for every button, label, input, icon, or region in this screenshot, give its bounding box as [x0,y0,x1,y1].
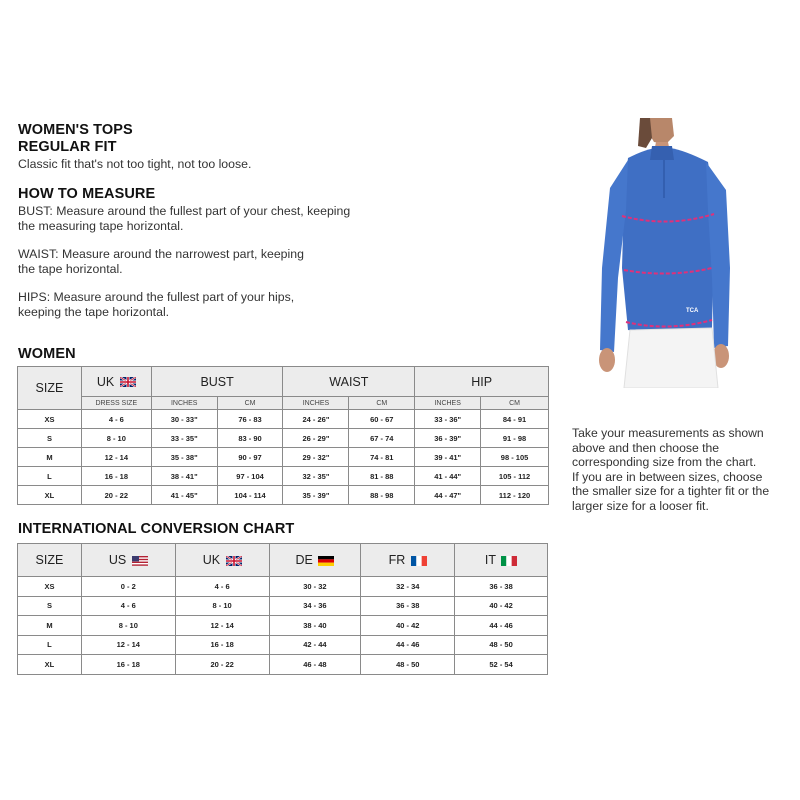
conversion-header-row [18,544,548,577]
conversion-table-title: INTERNATIONAL CONVERSION CHART [18,521,295,537]
table-cell: 8 - 10 [81,616,175,636]
table-row [18,486,549,505]
table-row [18,410,549,429]
note-line: above and then choose the [572,440,720,455]
women-table-title: WOMEN [18,346,76,362]
note-line: corresponding size from the chart. [572,455,757,469]
table-cell: 4 - 6 [175,577,269,597]
shirt-body [622,148,714,334]
table-cell: 35 - 39" [283,486,349,505]
table-cell: 26 - 29" [283,429,349,448]
table-cell: 74 - 81 [349,448,415,467]
subheader-hip-inches: INCHES [415,397,481,410]
conv-us-header [81,544,175,577]
size-cell: XL [18,655,82,675]
table-cell: 4 - 6 [81,410,151,429]
table-cell: 12 - 14 [175,616,269,636]
table-cell: 97 - 104 [217,467,283,486]
uk-header-label: UK [96,374,115,389]
shirt-logo: TCA [686,308,699,314]
size-cell: M [18,448,82,467]
table-row [18,635,548,655]
table-cell: 44 - 47" [415,486,481,505]
table-cell: 48 - 50 [361,655,455,675]
size-cell: S [18,596,82,616]
table-cell: 112 - 120 [481,486,549,505]
subheader-bust-cm: CM [217,397,283,410]
conv-uk-header [175,544,269,577]
table-cell: 44 - 46 [455,616,548,636]
uk-flag-icon [226,556,242,566]
table-row [18,596,548,616]
table-cell: 4 - 6 [81,596,175,616]
table-cell: 16 - 18 [175,635,269,655]
fit-subtitle: REGULAR FIT [18,139,117,155]
table-cell: 52 - 54 [455,655,548,675]
women-table-header-row [18,367,549,397]
table-cell: 32 - 34 [361,577,455,597]
table-cell: 35 - 38" [151,448,217,467]
table-cell: 33 - 36" [415,410,481,429]
table-cell: 90 - 97 [217,448,283,467]
table-cell: 44 - 46 [361,635,455,655]
note-line: If you are in between sizes, choose [572,469,763,484]
table-cell: 98 - 105 [481,448,549,467]
note-line: the smaller size for a tighter fit or the [572,484,770,498]
table-cell: 105 - 112 [481,467,549,486]
table-row [18,616,548,636]
italy-flag-icon [501,556,517,566]
table-cell: 36 - 38 [361,596,455,616]
conv-de-header [269,544,361,577]
women-size-table [17,366,549,505]
table-cell: 81 - 88 [349,467,415,486]
table-cell: 29 - 32" [283,448,349,467]
uk-flag-icon [120,377,136,387]
table-cell: 40 - 42 [361,616,455,636]
us-header-label: US [108,553,127,567]
women-table-subheader-row [18,397,549,410]
table-cell: 34 - 36 [269,596,361,616]
conv-fr-header [361,544,455,577]
subheader-hip-cm: CM [481,397,549,410]
waist-line-1: WAIST: Measure around the narrowest part, keeping [18,247,304,261]
fit-description: Classic fit that's not too tight, not too loose. [18,157,252,171]
waist-instruction [18,247,304,277]
subheader-waist-cm: CM [349,397,415,410]
shirt-collar [650,146,674,160]
how-to-measure-title: HOW TO MEASURE [18,186,156,202]
table-cell: 16 - 18 [81,467,151,486]
uk-header-label: UK [202,553,221,567]
table-row [18,577,548,597]
france-flag-icon [411,556,427,566]
it-header-label: IT [484,553,496,567]
subheader-waist-inches: INCHES [283,397,349,410]
hip-header: HIP [415,367,549,397]
table-row [18,448,549,467]
page-title: WOMEN'S TOPS [18,122,133,138]
bust-instruction [18,204,350,234]
table-row [18,467,549,486]
table-row [18,655,548,675]
table-cell: 36 - 38 [455,577,548,597]
size-cell: XS [18,410,82,429]
hips-instruction [18,290,294,320]
left-hand [599,348,615,372]
white-pants [624,328,718,388]
table-cell: 84 - 91 [481,410,549,429]
waist-line-2: the tape horizontal. [18,262,123,276]
table-cell: 0 - 2 [81,577,175,597]
table-cell: 76 - 83 [217,410,283,429]
table-cell: 39 - 41" [415,448,481,467]
table-cell: 38 - 41" [151,467,217,486]
us-flag-icon [132,556,148,566]
uk-header [81,367,151,397]
bust-line-2: the measuring tape horizontal. [18,219,184,233]
hips-line-1: HIPS: Measure around the fullest part of your hips, [18,290,295,304]
size-cell: S [18,429,82,448]
table-cell: 24 - 26" [283,410,349,429]
table-cell: 16 - 18 [81,655,175,675]
table-cell: 91 - 98 [481,429,549,448]
size-cell: XL [18,486,82,505]
table-cell: 67 - 74 [349,429,415,448]
table-cell: 30 - 33" [151,410,217,429]
size-header: SIZE [18,367,82,410]
hips-line-2: keeping the tape horizontal. [18,305,170,319]
germany-flag-icon [318,556,334,566]
subheader-bust-inches: INCHES [151,397,217,410]
table-cell: 12 - 14 [81,635,175,655]
fr-header-label: FR [388,553,406,567]
table-cell: 12 - 14 [81,448,151,467]
size-cell: L [18,635,82,655]
conv-it-header [455,544,548,577]
table-cell: 38 - 40 [269,616,361,636]
size-advice-note [572,426,787,513]
size-cell: L [18,467,82,486]
table-cell: 8 - 10 [175,596,269,616]
waist-header: WAIST [283,367,415,397]
table-cell: 8 - 10 [81,429,151,448]
bust-line-1: BUST: Measure around the fullest part of your chest, keeping [18,204,351,218]
table-cell: 60 - 67 [349,410,415,429]
table-cell: 88 - 98 [349,486,415,505]
model-hair [638,118,652,148]
table-cell: 48 - 50 [455,635,548,655]
note-line: Take your measurements as shown [572,426,764,440]
table-cell: 83 - 90 [217,429,283,448]
table-cell: 40 - 42 [455,596,548,616]
model-photo [588,118,758,388]
table-cell: 41 - 44" [415,467,481,486]
table-cell: 104 - 114 [217,486,283,505]
de-header-label: DE [295,553,313,567]
table-cell: 42 - 44 [269,635,361,655]
conversion-table [17,543,548,675]
table-cell: 20 - 22 [81,486,151,505]
table-cell: 46 - 48 [269,655,361,675]
bust-header: BUST [151,367,283,397]
table-cell: 41 - 45" [151,486,217,505]
table-cell: 33 - 35" [151,429,217,448]
table-cell: 20 - 22 [175,655,269,675]
size-cell: XS [18,577,82,597]
table-cell: 36 - 39" [415,429,481,448]
table-row [18,429,549,448]
subheader-dress-size: DRESS SIZE [81,397,151,410]
note-line: larger size for a looser fit. [572,498,709,513]
table-cell: 30 - 32 [269,577,361,597]
conv-size-header: SIZE [18,544,82,577]
size-cell: M [18,616,82,636]
table-cell: 32 - 35" [283,467,349,486]
